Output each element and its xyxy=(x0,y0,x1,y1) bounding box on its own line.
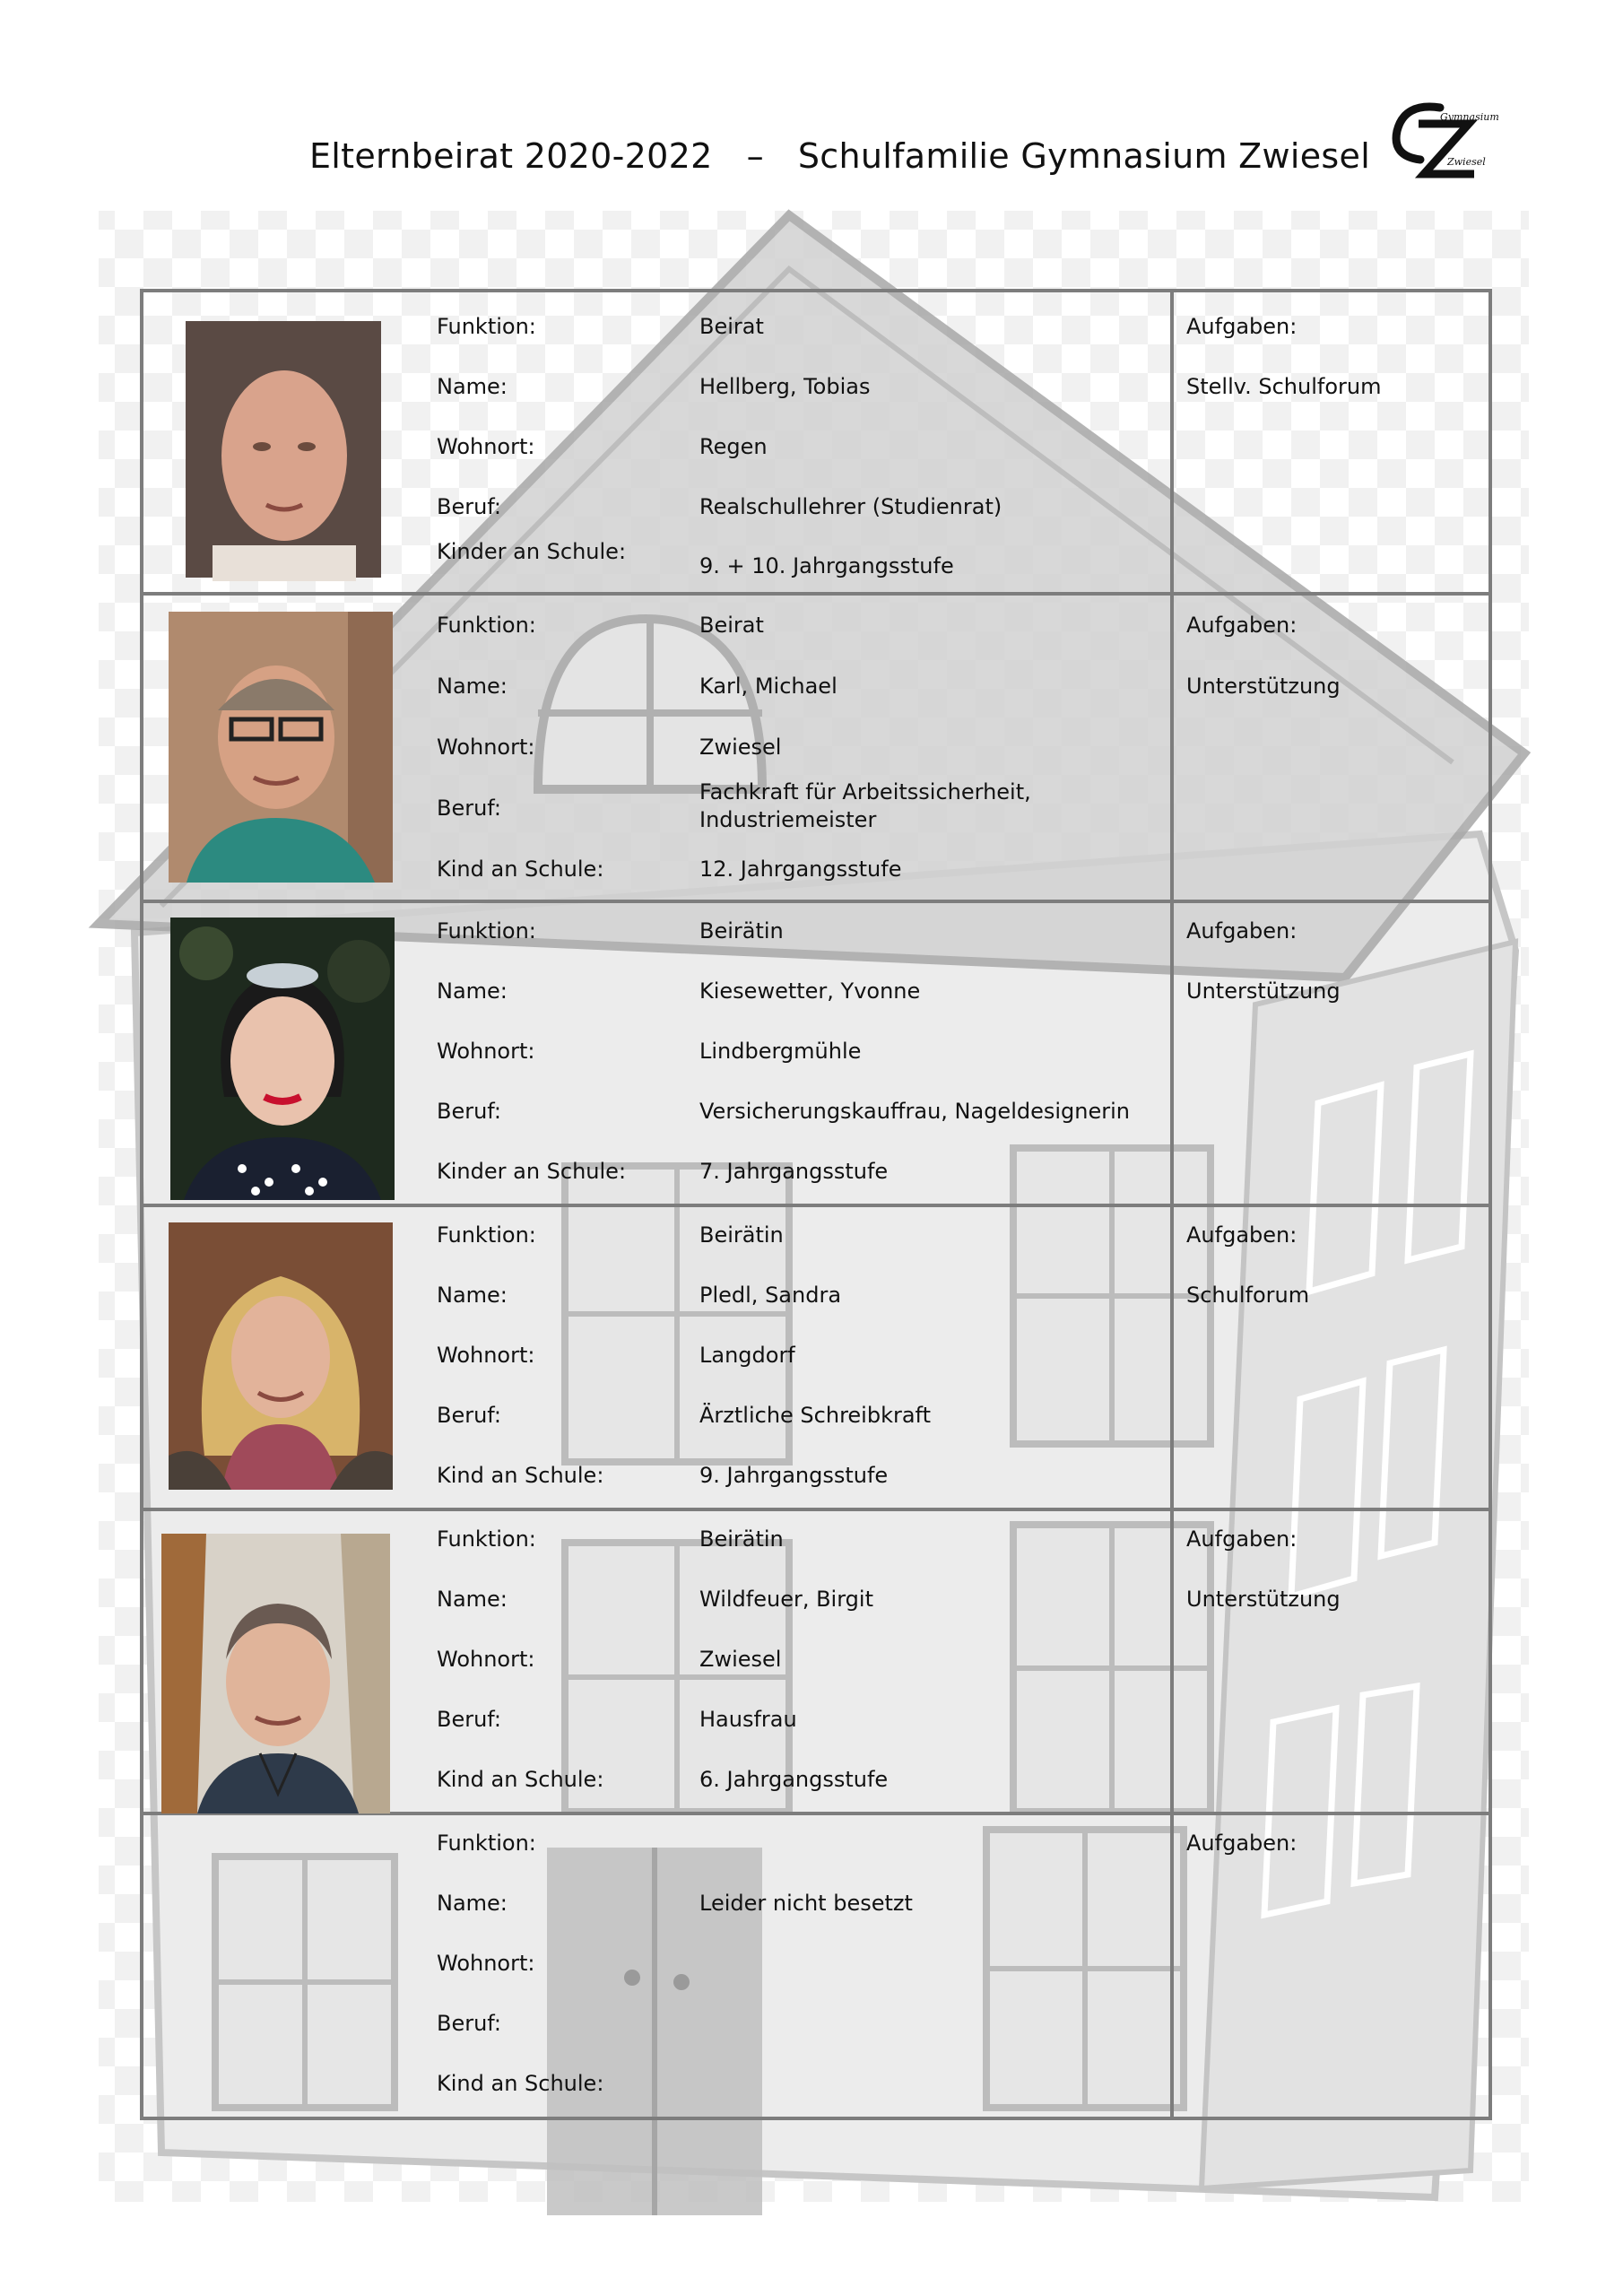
value-wohnort: Regen xyxy=(699,434,768,459)
label-kinder: Kinder an Schule: xyxy=(437,1159,627,1184)
member-row xyxy=(143,1207,1488,1508)
value-wohnort: Zwiesel xyxy=(699,735,782,760)
value-aufgaben: Stellv. Schulforum xyxy=(1186,374,1382,399)
portrait-photo-icon xyxy=(170,918,395,1200)
value-kinder: 12. Jahrgangsstufe xyxy=(699,857,902,882)
value-beruf: Hausfrau xyxy=(699,1707,797,1732)
value-funktion: Beirätin xyxy=(699,1222,784,1248)
value-beruf: Realschullehrer (Studienrat) xyxy=(699,494,1002,519)
member-row xyxy=(143,596,1488,900)
portrait-photo-icon xyxy=(169,1222,393,1490)
gymnasium-zwiesel-logo-icon xyxy=(1388,100,1499,181)
label-name: Name: xyxy=(437,1587,508,1612)
label-beruf: Beruf: xyxy=(437,2011,501,2036)
label-beruf: Beruf: xyxy=(437,1099,501,1124)
value-name: Hellberg, Tobias xyxy=(699,374,871,399)
label-aufgaben: Aufgaben: xyxy=(1186,1831,1298,1856)
member-table xyxy=(140,289,1492,2120)
label-name: Name: xyxy=(437,1891,508,1916)
label-funktion: Funktion: xyxy=(437,1222,536,1248)
label-funktion: Funktion: xyxy=(437,1831,536,1856)
label-wohnort: Wohnort: xyxy=(437,1647,535,1672)
value-funktion: Beirätin xyxy=(699,918,784,944)
label-funktion: Funktion: xyxy=(437,918,536,944)
label-beruf: Beruf: xyxy=(437,1403,501,1428)
label-wohnort: Wohnort: xyxy=(437,434,535,459)
member-row xyxy=(143,292,1488,592)
member-photo xyxy=(161,1534,390,1813)
value-name: Leider nicht besetzt xyxy=(699,1891,913,1916)
value-funktion: Beirätin xyxy=(699,1526,784,1552)
label-kinder: Kind an Schule: xyxy=(437,1463,604,1488)
portrait-photo-icon xyxy=(186,321,381,578)
value-kinder: 9. Jahrgangsstufe xyxy=(699,1463,889,1488)
logo-text-zwiesel: Zwiesel xyxy=(1447,156,1486,168)
value-wohnort: Zwiesel xyxy=(699,1647,782,1672)
label-aufgaben: Aufgaben: xyxy=(1186,1222,1298,1248)
label-funktion: Funktion: xyxy=(437,314,536,339)
title-dash: – xyxy=(746,136,764,176)
logo-text-gymnasium: Gymnasium xyxy=(1440,111,1499,123)
value-kinder: 7. Jahrgangsstufe xyxy=(699,1159,889,1184)
label-name: Name: xyxy=(437,1283,508,1308)
page-title xyxy=(309,136,1370,176)
label-beruf: Beruf: xyxy=(437,796,501,821)
value-aufgaben: Unterstützung xyxy=(1186,1587,1341,1612)
value-funktion: Beirat xyxy=(699,314,764,339)
label-aufgaben: Aufgaben: xyxy=(1186,918,1298,944)
label-name: Name: xyxy=(437,674,508,699)
member-photo xyxy=(170,918,395,1200)
value-name: Wildfeuer, Birgit xyxy=(699,1587,873,1612)
label-name: Name: xyxy=(437,374,508,399)
member-row-vacant xyxy=(143,1815,1488,2117)
label-funktion: Funktion: xyxy=(437,1526,536,1552)
value-aufgaben: Unterstützung xyxy=(1186,674,1341,699)
label-kinder: Kind an Schule: xyxy=(437,857,604,882)
value-wohnort: Lindbergmühle xyxy=(699,1039,862,1064)
member-row xyxy=(143,1511,1488,1812)
label-wohnort: Wohnort: xyxy=(437,1343,535,1368)
label-kinder: Kind an Schule: xyxy=(437,1767,604,1792)
value-name: Karl, Michael xyxy=(699,674,838,699)
label-funktion: Funktion: xyxy=(437,613,536,638)
value-name: Pledl, Sandra xyxy=(699,1283,842,1308)
value-aufgaben: Schulforum xyxy=(1186,1283,1310,1308)
member-photo xyxy=(169,1222,393,1490)
label-aufgaben: Aufgaben: xyxy=(1186,613,1298,638)
value-kinder: 9. + 10. Jahrgangsstufe xyxy=(699,553,954,578)
value-wohnort: Langdorf xyxy=(699,1343,795,1368)
label-name: Name: xyxy=(437,978,508,1004)
value-kinder: 6. Jahrgangsstufe xyxy=(699,1767,889,1792)
portrait-photo-icon xyxy=(169,612,393,883)
label-wohnort: Wohnort: xyxy=(437,735,535,760)
value-name: Kiesewetter, Yvonne xyxy=(699,978,921,1004)
value-beruf: Ärztliche Schreibkraft xyxy=(699,1403,931,1428)
value-beruf: Versicherungskauffrau, Nageldesignerin xyxy=(699,1099,1130,1124)
label-aufgaben: Aufgaben: xyxy=(1186,1526,1298,1552)
label-beruf: Beruf: xyxy=(437,494,501,519)
member-photo xyxy=(186,321,381,578)
value-aufgaben: Unterstützung xyxy=(1186,978,1341,1004)
portrait-photo-icon xyxy=(161,1534,390,1813)
title-left: Elternbeirat 2020-2022 xyxy=(309,136,713,176)
value-beruf: Fachkraft für Arbeitssicherheit, Industriemeister xyxy=(699,779,1031,832)
value-funktion: Beirat xyxy=(699,613,764,638)
member-row xyxy=(143,903,1488,1204)
member-photo xyxy=(169,612,393,883)
label-wohnort: Wohnort: xyxy=(437,1039,535,1064)
label-kinder: Kinder an Schule: xyxy=(437,539,627,564)
title-right: Schulfamilie Gymnasium Zwiesel xyxy=(797,136,1371,176)
label-beruf: Beruf: xyxy=(437,1707,501,1732)
label-wohnort: Wohnort: xyxy=(437,1951,535,1976)
label-aufgaben: Aufgaben: xyxy=(1186,314,1298,339)
label-kinder: Kind an Schule: xyxy=(437,2071,604,2096)
